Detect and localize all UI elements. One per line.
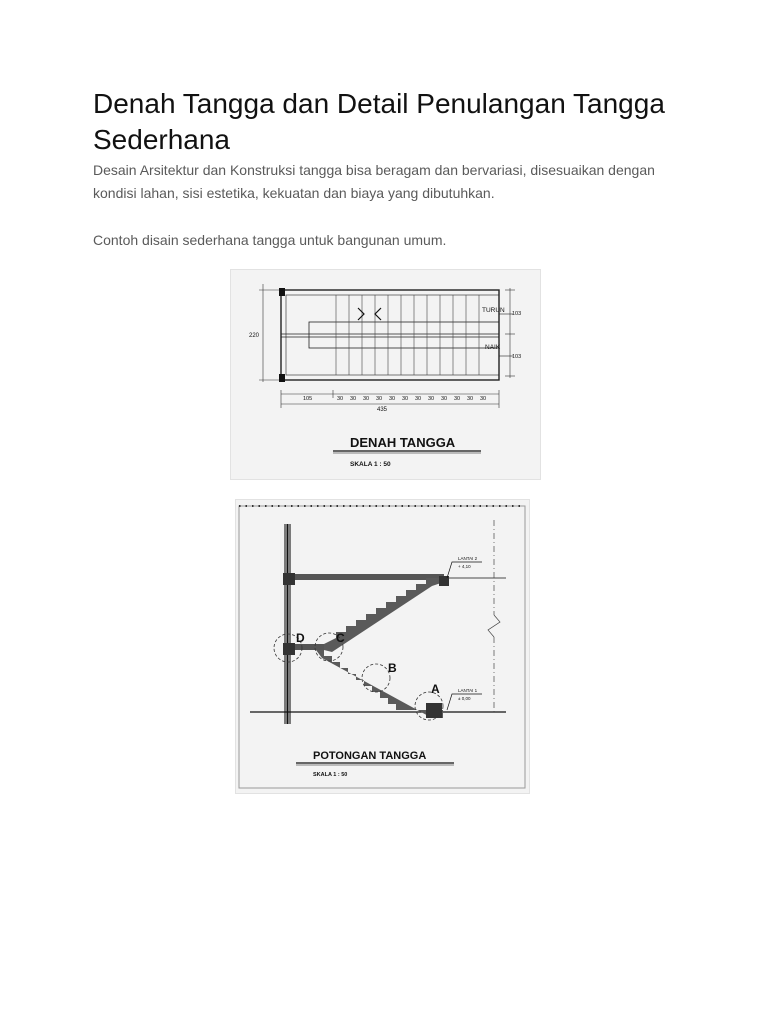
- level-bottom-name: LANTAI 1: [458, 688, 478, 693]
- level-top-name: LANTAI 2: [458, 556, 478, 561]
- detail-label-c: C: [336, 631, 345, 645]
- section-title: POTONGAN TANGGA: [313, 750, 427, 762]
- dim-tread: 30: [389, 396, 396, 402]
- column-bottom: [279, 374, 285, 382]
- dim-tread: 30: [363, 396, 370, 402]
- dim-tread: 30: [480, 396, 487, 402]
- dim-tread: 30: [415, 396, 422, 402]
- level-top-value: + 4,10: [458, 564, 471, 569]
- section-scale: SKALA 1 : 50: [313, 772, 348, 778]
- dim-tread: 30: [441, 396, 448, 402]
- stair-treads: [336, 295, 479, 375]
- page-title: Denah Tangga dan Detail Penulangan Tangga Sederhana: [93, 88, 665, 155]
- dim-landing: 105: [303, 396, 313, 402]
- plan-title: DENAH TANGGA: [350, 435, 456, 450]
- detail-label-d: D: [296, 631, 305, 645]
- intro-paragraph: Desain Arsitektur dan Konstruksi tangga bisa beragam dan bervariasi, disesuaikan dengan kondisi lahan, sisi estetika, kekuatan dan biaya yang dibutuhkan.: [93, 162, 655, 201]
- lower-flight: [316, 650, 443, 718]
- stair-plan-figure: [231, 270, 540, 479]
- dim-right-top: 103: [512, 311, 522, 317]
- dim-right-bottom: 103: [512, 354, 522, 360]
- dim-tread-group: [337, 396, 486, 402]
- dim-height: 220: [249, 333, 260, 339]
- dim-tread: 30: [376, 396, 383, 402]
- label-down: TURUN: [482, 307, 505, 314]
- dim-total: 435: [377, 407, 388, 413]
- detail-label-b: B: [388, 661, 397, 675]
- stair-section-figure: [236, 500, 529, 793]
- example-paragraph: Contoh disain sederhana tangga untuk bangunan umum.: [93, 232, 447, 248]
- dim-tread: 30: [337, 396, 344, 402]
- column-top: [279, 288, 285, 296]
- dim-tread: 30: [402, 396, 409, 402]
- direction-arrows: [358, 308, 381, 320]
- stair-plan-drawing: [231, 270, 540, 479]
- plan-scale: SKALA 1 : 50: [350, 461, 391, 468]
- dim-tread: 30: [467, 396, 474, 402]
- stair-section-drawing: [236, 500, 529, 793]
- dim-tread: 30: [428, 396, 435, 402]
- dim-tread: 30: [350, 396, 357, 402]
- dim-tread: 30: [454, 396, 461, 402]
- label-up: NAIK: [485, 344, 501, 351]
- detail-label-a: A: [431, 682, 440, 696]
- level-bottom-value: ± 0,00: [458, 696, 471, 701]
